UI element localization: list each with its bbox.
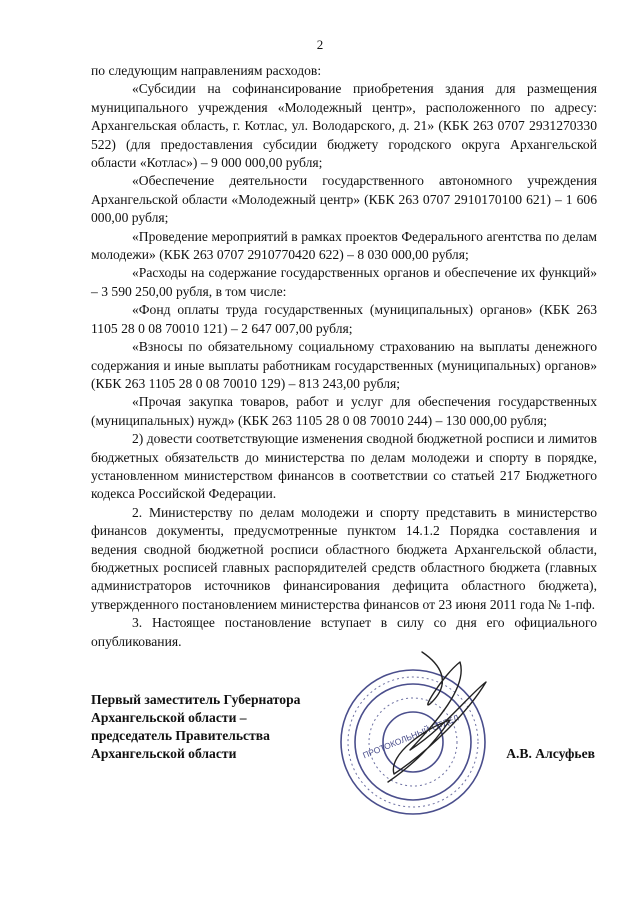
signatory-title-line: Архангельской области xyxy=(91,746,237,761)
paragraph-directions-intro: по следующим направлениям расходов: xyxy=(91,63,322,78)
official-stamp xyxy=(318,642,508,832)
signatory-name: А.В. Алсуфьев xyxy=(506,746,595,761)
paragraph-clause-3: 3. Настоящее постановление вступает в силу со дня его официального опубликования. xyxy=(91,615,597,649)
page-number: 2 xyxy=(316,37,324,52)
paragraph-insurance-contributions: «Взносы по обязательному социальному страхованию на выплаты денежного содержания и иные выплаты работникам государственных (муниципальных) органов» (КБК 263 1105 28 0 08 70010 129) – 813 243,00 рубля; xyxy=(91,339,597,391)
paragraph-subsidy-building: «Субсидии на софинансирование приобретения здания для размещения муниципального учреждения «Молодежный центр», расположенного по адресу: Архангельская область, г. Котлас, ул. Володарского, д. 21» (КБК 263 0707 2931270330 522) (для предоставления субсидии бюджету городского округа Архангельской области «Котлас») – 9 000 000,00 рубля; xyxy=(91,81,597,171)
paragraph-federal-agency-events: «Проведение мероприятий в рамках проектов Федерального агентства по делам молодежи» (КБК 263 0707 2910770420 622) – 8 030 000,00 рубля; xyxy=(91,228,597,263)
paragraph-budget-changes: 2) довести соответствующие изменения сводной бюджетной росписи и лимитов бюджетных обязательств до министерства по делам молодежи и спорту в порядке, установленном министерством финансов в соответствии со статьей 217 Бюджетного кодекса Российской Федерации. xyxy=(91,431,597,502)
signatory-title-line: председатель Правительства xyxy=(91,728,270,743)
stamp-center-text: ПРОТОКОЛЬНЫЙ ОТДЕЛ xyxy=(361,712,461,761)
paragraph-other-procurement: «Прочая закупка товаров, работ и услуг для обеспечения государственных (муниципальных) нужд» (КБК 263 1105 28 0 08 70010 244) – 130 000,00 рубля; xyxy=(91,394,597,428)
paragraph-payroll-fund: «Фонд оплаты труда государственных (муниципальных) органов» (КБК 263 1105 28 0 08 70010 121) – 2 647 007,00 рубля; xyxy=(91,302,597,336)
signatory-title-line: Архангельской области – xyxy=(91,710,247,725)
document-body xyxy=(91,62,597,651)
paragraph-youth-center-support: «Обеспечение деятельности государственного автономного учреждения Архангельской области «Молодежный центр» (КБК 263 0707 2910170100 621) – 1 606 000,00 рубля; xyxy=(91,173,597,226)
paragraph-clause-2: 2. Министерству по делам молодежи и спорту представить в министерство финансов документы, предусмотренные пунктом 14.1.2 Порядка составления и ведения сводной бюджетной росписи областного бюджета Архангельской области, бюджетных росписей главных распорядителей средств областного бюджета (главных администраторов источников финансирования дефицита областного бюджета), утвержденного постановлением министерства финансов от 23 июня 2011 года № 1-пф. xyxy=(91,504,597,612)
signatory-title xyxy=(91,691,300,763)
signatory-title-line: Первый заместитель Губернатора xyxy=(91,692,301,707)
paragraph-state-bodies-expenses: «Расходы на содержание государственных органов и обеспечение их функций» – 3 590 250,00 рубля, в том числе: xyxy=(91,265,597,299)
